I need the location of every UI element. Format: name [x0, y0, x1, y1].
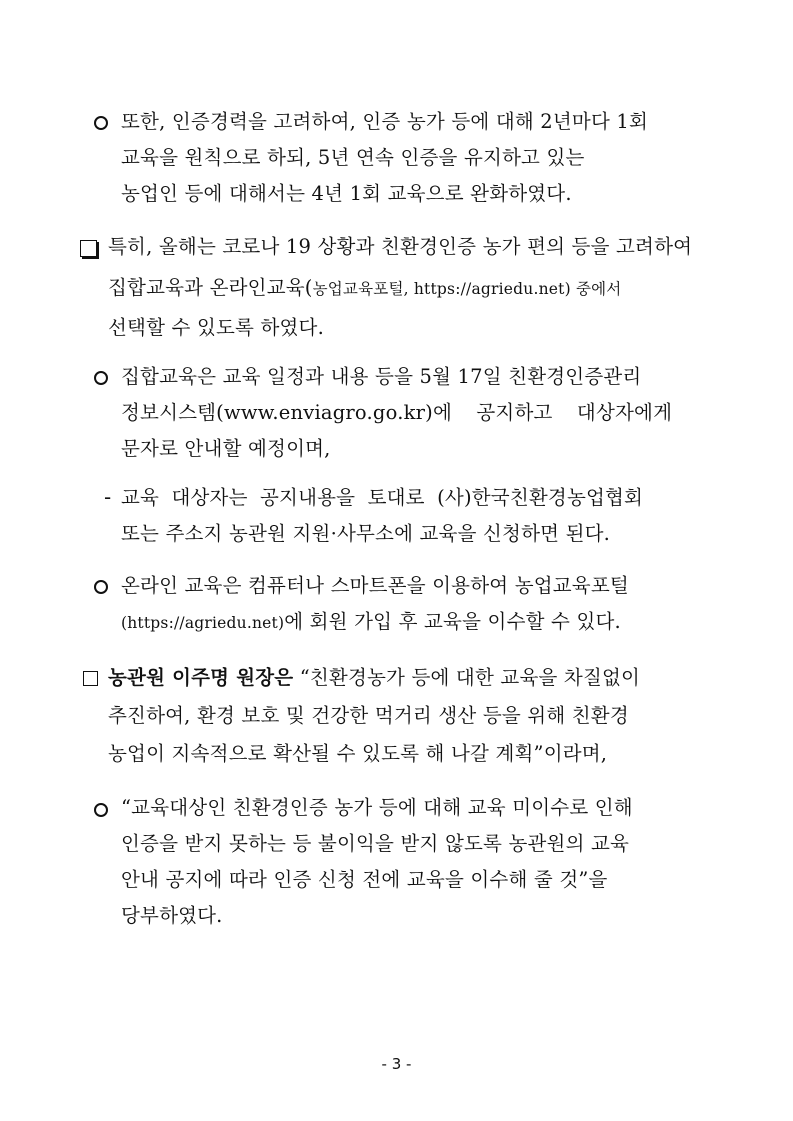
paragraph-1-line-2: 교육을 원칙으로 하되, 5년 연속 인증을 유지하고 있는 — [121, 146, 585, 169]
paragraph-5-line-2-rest: 에 회원 가입 후 교육을 이수할 수 있다. — [284, 610, 621, 633]
paragraph-5-line-1: 온라인 교육은 컴퓨터나 스마트폰을 이용하여 농업교육포털 — [121, 574, 629, 597]
director-name: 농관원 이주명 원장은 — [108, 666, 294, 689]
paragraph-4-line-2: 또는 주소지 농관원 지원·사무소에 교육을 신청하면 된다. — [121, 522, 611, 545]
paragraph-2-line-1: 특히, 올해는 코로나 19 상황과 친환경인증 농가 편의 등을 고려하여 — [108, 235, 693, 258]
circle-bullet-icon — [94, 580, 108, 594]
paragraph-5-line-2 — [121, 610, 621, 635]
paragraph-2-line-2-part-a: 집합교육과 온라인교육( — [108, 276, 313, 299]
circle-bullet-icon — [94, 116, 108, 130]
paragraph-3-line-2: 정보시스템(www.enviagro.go.kr)에 공지하고 대상자에게 — [121, 401, 673, 424]
paragraph-7-line-1: “교육대상인 친환경인증 농가 등에 대해 교육 미이수로 인해 — [121, 796, 633, 819]
paragraph-3-line-1: 집합교육은 교육 일정과 내용 등을 5월 17일 친환경인증관리 — [121, 365, 642, 388]
circle-bullet-icon — [94, 803, 108, 817]
paragraph-2-line-2-small: 농업교육포털, — [312, 280, 409, 298]
paragraph-7-line-3: 안내 공지에 따라 인증 신청 전에 교육을 이수해 줄 것”을 — [121, 868, 608, 891]
paragraph-1-line-1: 또한, 인증경력을 고려하여, 인증 농가 등에 대해 2년마다 1회 — [121, 110, 649, 133]
paragraph-6-line-3: 농업이 지속적으로 확산될 수 있도록 해 나갈 계획”이라며, — [108, 742, 608, 765]
paragraph-7-line-4: 당부하였다. — [121, 904, 223, 927]
paragraph-6-line-1-rest: “친환경농가 등에 대한 교육을 차질없이 — [293, 666, 641, 689]
paragraph-1-line-3: 농업인 등에 대해서는 4년 1회 교육으로 완화하였다. — [121, 182, 572, 205]
paragraph-7-line-2: 인증을 받지 못하는 등 불이익을 받지 않도록 농관원의 교육 — [121, 832, 630, 855]
square-bullet-icon — [83, 671, 98, 686]
paragraph-2-line-2-part-b: https://agriedu.net) 중에서 — [408, 280, 622, 298]
paragraph-3-line-3: 문자로 안내할 예정이며, — [121, 437, 331, 460]
paragraph-6-line-2: 추진하여, 환경 보호 및 건강한 먹거리 생산 등을 위해 친환경 — [108, 704, 629, 727]
page-number: - 3 - — [381, 1055, 412, 1073]
circle-bullet-icon — [94, 371, 108, 385]
paragraph-2-line-2 — [108, 276, 621, 301]
dash-bullet-icon: - — [104, 485, 112, 509]
shadow-square-bullet-icon — [80, 240, 97, 257]
paragraph-4-line-1: 교육 대상자는 공지내용을 토대로 (사)한국친환경농업협회 — [121, 486, 644, 509]
paragraph-5-line-2-small: (https://agriedu.net) — [121, 614, 285, 632]
paragraph-6-line-1 — [108, 666, 640, 690]
paragraph-2-line-3: 선택할 수 있도록 하였다. — [108, 316, 324, 339]
